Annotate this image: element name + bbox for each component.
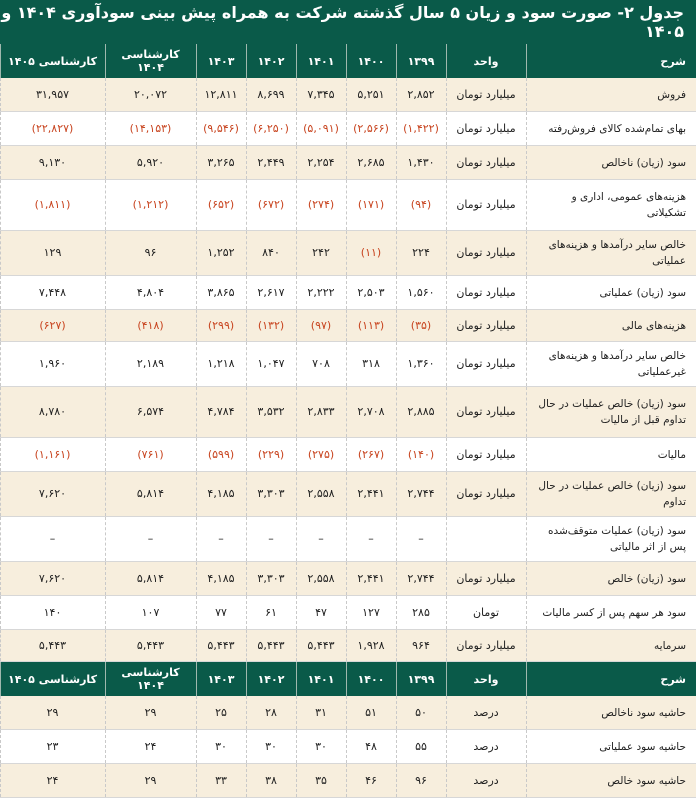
row-description: حاشیه سود خالص [526,764,696,798]
cell-value: ۲,۷۴۴ [396,472,446,517]
margin-table [0,662,696,798]
table-row [0,146,696,180]
header-1401: ۱۴۰۱ [296,44,346,78]
header-row-2 [0,662,696,696]
cell-value: (۱۴۰) [396,438,446,472]
header-1401: ۱۴۰۱ [296,662,346,696]
cell-value: (۲,۵۶۶) [346,112,396,146]
table-row [0,596,696,630]
income-rows [0,78,696,662]
cell-value: ۳۱۸ [346,342,396,387]
table-row [0,696,696,730]
header-1402: ۱۴۰۲ [246,44,296,78]
cell-value: ۲,۵۵۸ [296,472,346,517]
row-description: مالیات [526,438,696,472]
header-row [0,44,696,78]
cell-value: ۵,۴۴۳ [0,630,105,662]
cell-value: (۵,۰۹۱) [296,112,346,146]
table-row [0,78,696,112]
cell-value: ۷,۳۴۵ [296,78,346,112]
header-1402: ۱۴۰۲ [246,662,296,696]
header-1399: ۱۳۹۹ [396,662,446,696]
cell-value: (۱۷۱) [346,180,396,231]
cell-value: ۵,۴۴۳ [105,630,196,662]
header-1400: ۱۴۰۰ [346,662,396,696]
cell-value: ۲,۸۳۳ [296,387,346,438]
cell-value: ۴,۷۸۴ [196,387,246,438]
table-row [0,562,696,596]
cell-value: ۱۰۷ [105,596,196,630]
header-desc: شرح [526,44,696,78]
cell-value: ۹۶۴ [396,630,446,662]
cell-value: (۹۴) [396,180,446,231]
row-unit: تومان [446,596,526,630]
cell-value: ۵,۴۴۳ [296,630,346,662]
row-unit: میلیارد تومان [446,438,526,472]
cell-value: ۱,۰۴۷ [246,342,296,387]
cell-value: ۵۵ [396,730,446,764]
cell-value: ۲۹ [105,696,196,730]
cell-value: ۲۰,۰۷۲ [105,78,196,112]
row-description: سود (زیان) ناخالص [526,146,696,180]
cell-value: ۷,۶۲۰ [0,562,105,596]
cell-value: ۳۰ [196,730,246,764]
cell-value: ۵,۸۱۴ [105,472,196,517]
row-description: هزینه‌های مالی [526,310,696,342]
cell-value: (۲۲,۸۲۷) [0,112,105,146]
table-row [0,310,696,342]
cell-value: ۲,۱۸۹ [105,342,196,387]
cell-value: ۲,۴۴۹ [246,146,296,180]
cell-value: ۲۵ [196,696,246,730]
cell-value: ۳۳ [196,764,246,798]
cell-value: ۶,۵۷۴ [105,387,196,438]
cell-value: ۷,۶۲۰ [0,472,105,517]
cell-value: (۶۵۲) [196,180,246,231]
cell-value: ۲,۷۴۴ [396,562,446,596]
header-1405-forecast: کارشناسی ۱۴۰۵ [0,44,105,78]
row-unit: میلیارد تومان [446,630,526,662]
row-unit: میلیارد تومان [446,231,526,276]
row-description: حاشیه سود عملیاتی [526,730,696,764]
cell-value: (۲۲۹) [246,438,296,472]
income-statement-table [0,44,696,662]
cell-value: (۳۵) [396,310,446,342]
cell-value: ۷۷ [196,596,246,630]
cell-value: (۶,۲۵۰) [246,112,296,146]
cell-value: ۹,۱۳۰ [0,146,105,180]
cell-value: – [396,517,446,562]
header-1404-forecast: کارشناسی ۱۴۰۴ [105,44,196,78]
cell-value: (۱۴,۱۵۳) [105,112,196,146]
cell-value: ۵,۹۲۰ [105,146,196,180]
cell-value: ۳۱ [296,696,346,730]
cell-value: ۵,۴۴۳ [196,630,246,662]
row-unit: میلیارد تومان [446,472,526,517]
header-unit: واحد [446,662,526,696]
cell-value: ۳,۵۳۲ [246,387,296,438]
row-description: سود (زیان) عملیات متوقف‌شده پس از اثر مالیاتی [526,517,696,562]
row-description: سود (زیان) خالص عملیات در حال تداوم قبل از مالیات [526,387,696,438]
cell-value: ۲,۲۲۲ [296,276,346,310]
cell-value: ۲۴ [0,764,105,798]
cell-value: ۱,۹۲۸ [346,630,396,662]
row-description: بهای تمام‌شده کالای فروش‌رفته [526,112,696,146]
cell-value: ۲,۶۸۵ [346,146,396,180]
cell-value: ۲,۲۵۴ [296,146,346,180]
row-unit: درصد [446,730,526,764]
row-description: سود (زیان) خالص عملیات در حال تداوم [526,472,696,517]
table-row [0,764,696,798]
cell-value: ۳۰ [246,730,296,764]
cell-value: – [196,517,246,562]
cell-value: ۲۸۵ [396,596,446,630]
row-description: حاشیه سود ناخالص [526,696,696,730]
table-row [0,342,696,387]
cell-value: ۲,۴۴۱ [346,562,396,596]
cell-value: (۵۹۹) [196,438,246,472]
cell-value: (۲۷۴) [296,180,346,231]
cell-value: ۲,۶۱۷ [246,276,296,310]
cell-value: (۱,۱۶۱) [0,438,105,472]
table-row [0,387,696,438]
cell-value: ۲۸ [246,696,296,730]
cell-value: ۷۰۸ [296,342,346,387]
cell-value: ۴,۱۸۵ [196,562,246,596]
header-1399: ۱۳۹۹ [396,44,446,78]
row-unit: میلیارد تومان [446,562,526,596]
table-row [0,112,696,146]
row-unit: میلیارد تومان [446,310,526,342]
cell-value: (۶۷۲) [246,180,296,231]
cell-value: ۴۷ [296,596,346,630]
table-row [0,231,696,276]
cell-value: ۲۹ [105,764,196,798]
table-title: جدول ۲- صورت سود و زیان ۵ سال گذشته شرکت به همراه پیش بینی سودآوری ۱۴۰۴ و ۱۴۰۵ [0,0,696,44]
cell-value: ۳۱,۹۵۷ [0,78,105,112]
cell-value: (۱۱) [346,231,396,276]
cell-value: ۵,۸۱۴ [105,562,196,596]
cell-value: ۸,۷۸۰ [0,387,105,438]
cell-value: (۱,۸۱۱) [0,180,105,231]
header-desc: شرح [526,662,696,696]
header-1404-forecast: کارشناسی ۱۴۰۴ [105,662,196,696]
cell-value: ۳۰ [296,730,346,764]
cell-value: ۹۶ [396,764,446,798]
header-1400: ۱۴۰۰ [346,44,396,78]
cell-value: ۳۵ [296,764,346,798]
cell-value: ۲۴ [105,730,196,764]
cell-value: ۵,۲۵۱ [346,78,396,112]
cell-value: ۲۹ [0,696,105,730]
margin-rows [0,696,696,798]
table-row [0,180,696,231]
cell-value: ۱,۵۶۰ [396,276,446,310]
cell-value: (۱,۴۲۲) [396,112,446,146]
cell-value: (۲۹۹) [196,310,246,342]
cell-value: (۲۶۷) [346,438,396,472]
row-unit [446,517,526,562]
row-description: سود (زیان) خالص [526,562,696,596]
cell-value: ۴۶ [346,764,396,798]
table-row [0,517,696,562]
cell-value: – [105,517,196,562]
cell-value: ۶۱ [246,596,296,630]
cell-value: ۴,۸۰۴ [105,276,196,310]
header-1403: ۱۴۰۳ [196,44,246,78]
cell-value: ۳,۳۰۳ [246,562,296,596]
cell-value: ۲۲۴ [396,231,446,276]
cell-value: – [296,517,346,562]
cell-value: ۱۴۰ [0,596,105,630]
row-unit: میلیارد تومان [446,342,526,387]
cell-value: ۲,۴۴۱ [346,472,396,517]
table-row [0,730,696,764]
row-unit: درصد [446,764,526,798]
cell-value: ۲۴۲ [296,231,346,276]
cell-value: (۶۲۷) [0,310,105,342]
row-unit: میلیارد تومان [446,78,526,112]
row-description: خالص سایر درآمدها و هزینه‌های غیرعملیاتی [526,342,696,387]
cell-value: ۴,۱۸۵ [196,472,246,517]
cell-value: ۱۲۷ [346,596,396,630]
row-description: خالص سایر درآمدها و هزینه‌های عملیاتی [526,231,696,276]
cell-value: ۴۸ [346,730,396,764]
table-row [0,276,696,310]
header-1405-forecast: کارشناسی ۱۴۰۵ [0,662,105,696]
table-row [0,630,696,662]
row-description: سود هر سهم پس از کسر مالیات [526,596,696,630]
cell-value: ۲,۵۵۸ [296,562,346,596]
cell-value: ۱,۳۶۰ [396,342,446,387]
cell-value: ۵۰ [396,696,446,730]
cell-value: ۱,۲۱۸ [196,342,246,387]
cell-value: (۱۱۳) [346,310,396,342]
row-description: هزینه‌های عمومی، اداری و تشکیلاتی [526,180,696,231]
cell-value: ۸,۶۹۹ [246,78,296,112]
cell-value: ۳۸ [246,764,296,798]
cell-value: ۹۶ [105,231,196,276]
cell-value: (۹,۵۴۶) [196,112,246,146]
cell-value: – [0,517,105,562]
cell-value: ۲,۸۵۲ [396,78,446,112]
cell-value: (۱,۲۱۲) [105,180,196,231]
row-description: فروش [526,78,696,112]
cell-value: (۱۳۲) [246,310,296,342]
cell-value: ۳,۳۰۳ [246,472,296,517]
row-unit: میلیارد تومان [446,146,526,180]
cell-value: – [346,517,396,562]
cell-value: ۲۳ [0,730,105,764]
cell-value: ۳,۲۶۵ [196,146,246,180]
row-unit: میلیارد تومان [446,180,526,231]
cell-value: ۷,۴۴۸ [0,276,105,310]
row-description: سود (زیان) عملیاتی [526,276,696,310]
cell-value: ۲,۵۰۳ [346,276,396,310]
table-row [0,438,696,472]
cell-value: ۱۲,۸۱۱ [196,78,246,112]
cell-value: ۳,۸۶۵ [196,276,246,310]
cell-value: – [246,517,296,562]
cell-value: ۵,۴۴۳ [246,630,296,662]
cell-value: (۷۶۱) [105,438,196,472]
row-description: سرمایه [526,630,696,662]
header-unit: واحد [446,44,526,78]
cell-value: ۲,۷۰۸ [346,387,396,438]
cell-value: ۸۴۰ [246,231,296,276]
table-row [0,472,696,517]
header-1403: ۱۴۰۳ [196,662,246,696]
row-unit: میلیارد تومان [446,387,526,438]
row-unit: درصد [446,696,526,730]
cell-value: ۱۲۹ [0,231,105,276]
row-unit: میلیارد تومان [446,276,526,310]
cell-value: (۲۷۵) [296,438,346,472]
cell-value: ۵۱ [346,696,396,730]
cell-value: (۹۷) [296,310,346,342]
row-unit: میلیارد تومان [446,112,526,146]
cell-value: ۱,۲۵۲ [196,231,246,276]
cell-value: ۲,۸۸۵ [396,387,446,438]
cell-value: ۱,۹۶۰ [0,342,105,387]
cell-value: ۱,۴۳۰ [396,146,446,180]
cell-value: (۴۱۸) [105,310,196,342]
